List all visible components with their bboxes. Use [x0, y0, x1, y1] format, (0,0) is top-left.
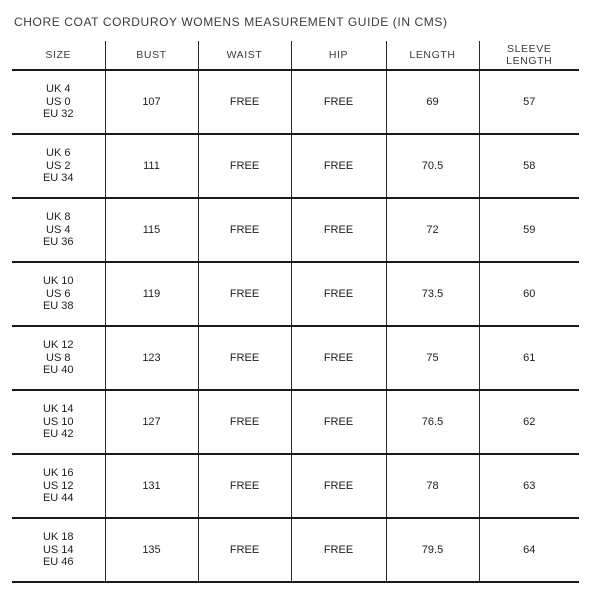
bust-cell: 115 — [105, 198, 198, 262]
table-row — [12, 454, 579, 518]
size-us: US 8 — [46, 351, 71, 364]
size-cell — [12, 198, 105, 262]
size-uk: UK 10 — [42, 275, 74, 288]
length-cell: 76.5 — [386, 390, 479, 454]
size-us: US 12 — [42, 479, 74, 492]
table-row — [12, 390, 579, 454]
size-cell — [12, 518, 105, 582]
hip-cell: FREE — [291, 518, 386, 582]
length-cell: 75 — [386, 326, 479, 390]
size-eu: EU 44 — [42, 492, 74, 505]
size-us: US 4 — [46, 223, 71, 236]
table-row — [12, 518, 579, 582]
length-cell: 79.5 — [386, 518, 479, 582]
waist-cell: FREE — [198, 262, 291, 326]
length-cell: 72 — [386, 198, 479, 262]
size-uk: UK 12 — [42, 339, 74, 352]
bust-cell: 107 — [105, 70, 198, 134]
bust-cell: 127 — [105, 390, 198, 454]
measurement-table — [12, 41, 579, 583]
table-header-row — [12, 41, 579, 70]
header-sleeve-length — [479, 41, 579, 70]
sleeve-length-cell: 58 — [479, 134, 579, 198]
size-cell — [12, 326, 105, 390]
header-sleeve-line2: LENGTH — [506, 55, 553, 67]
size-cell — [12, 262, 105, 326]
size-eu: EU 32 — [42, 108, 74, 121]
hip-cell: FREE — [291, 70, 386, 134]
size-us: US 6 — [46, 287, 71, 300]
hip-cell: FREE — [291, 326, 386, 390]
bust-cell: 119 — [105, 262, 198, 326]
header-size: SIZE — [12, 41, 105, 70]
size-uk: UK 18 — [42, 531, 74, 544]
waist-cell: FREE — [198, 134, 291, 198]
table-row — [12, 326, 579, 390]
size-cell — [12, 454, 105, 518]
header-bust: BUST — [105, 41, 198, 70]
bust-cell: 135 — [105, 518, 198, 582]
size-eu: EU 42 — [42, 428, 74, 441]
size-uk: UK 4 — [46, 83, 71, 96]
bust-cell: 123 — [105, 326, 198, 390]
size-cell — [12, 70, 105, 134]
hip-cell: FREE — [291, 262, 386, 326]
sleeve-length-cell: 60 — [479, 262, 579, 326]
waist-cell: FREE — [198, 518, 291, 582]
header-hip: HIP — [291, 41, 386, 70]
sleeve-length-cell: 64 — [479, 518, 579, 582]
length-cell: 78 — [386, 454, 479, 518]
table-row — [12, 198, 579, 262]
sleeve-length-cell: 61 — [479, 326, 579, 390]
size-us: US 10 — [42, 415, 74, 428]
size-eu: EU 34 — [42, 172, 74, 185]
header-length: LENGTH — [386, 41, 479, 70]
length-cell: 73.5 — [386, 262, 479, 326]
size-uk: UK 16 — [42, 467, 74, 480]
bust-cell: 131 — [105, 454, 198, 518]
header-sleeve-line1: SLEEVE — [507, 43, 552, 55]
page-title: CHORE COAT CORDUROY WOMENS MEASUREMENT GUIDE (IN CMS) — [14, 15, 448, 29]
size-eu: EU 36 — [42, 236, 74, 249]
size-uk: UK 8 — [46, 211, 71, 224]
size-eu: EU 38 — [42, 300, 74, 313]
hip-cell: FREE — [291, 390, 386, 454]
table-row — [12, 134, 579, 198]
table-row — [12, 262, 579, 326]
waist-cell: FREE — [198, 454, 291, 518]
size-us: US 0 — [46, 95, 71, 108]
table-row — [12, 70, 579, 134]
waist-cell: FREE — [198, 390, 291, 454]
size-uk: UK 6 — [46, 147, 71, 160]
hip-cell: FREE — [291, 454, 386, 518]
size-uk: UK 14 — [42, 403, 74, 416]
waist-cell: FREE — [198, 326, 291, 390]
waist-cell: FREE — [198, 198, 291, 262]
size-us: US 14 — [42, 543, 74, 556]
sleeve-length-cell: 63 — [479, 454, 579, 518]
hip-cell: FREE — [291, 134, 386, 198]
length-cell: 70.5 — [386, 134, 479, 198]
hip-cell: FREE — [291, 198, 386, 262]
size-eu: EU 40 — [42, 364, 74, 377]
header-waist: WAIST — [198, 41, 291, 70]
size-us: US 2 — [46, 159, 71, 172]
length-cell: 69 — [386, 70, 479, 134]
waist-cell: FREE — [198, 70, 291, 134]
size-eu: EU 46 — [42, 556, 74, 569]
size-cell — [12, 134, 105, 198]
bust-cell: 111 — [105, 134, 198, 198]
size-cell — [12, 390, 105, 454]
sleeve-length-cell: 62 — [479, 390, 579, 454]
sleeve-length-cell: 59 — [479, 198, 579, 262]
sleeve-length-cell: 57 — [479, 70, 579, 134]
